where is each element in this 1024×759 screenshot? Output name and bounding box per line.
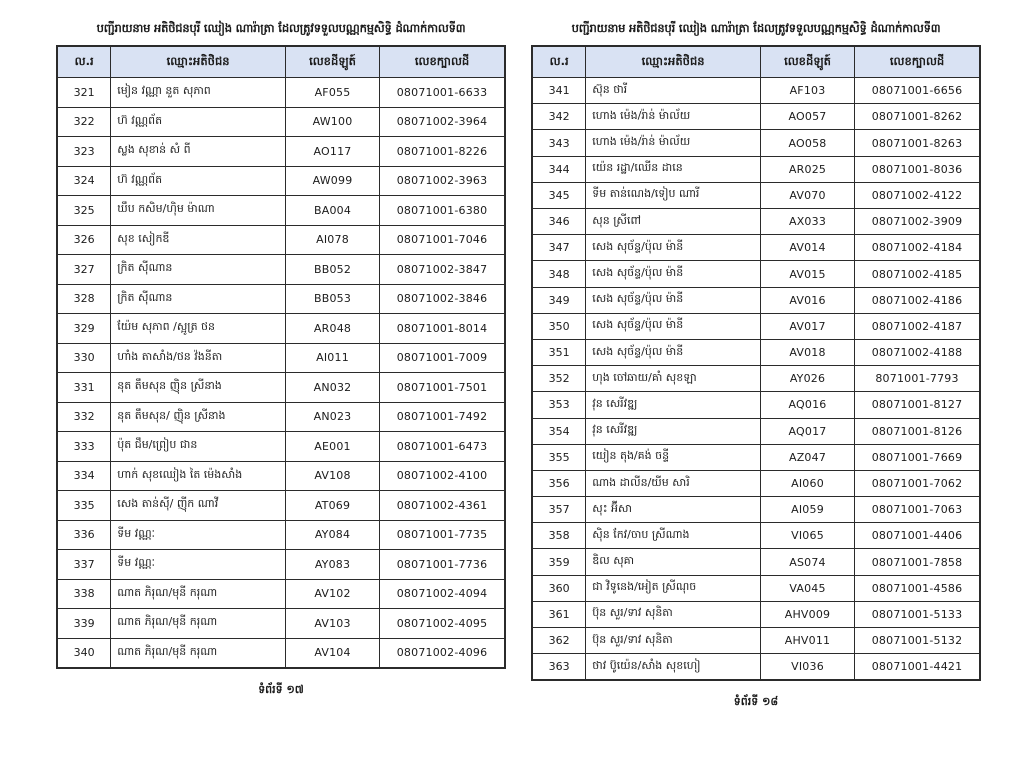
lot-number: AR025 (760, 156, 854, 182)
row-number: 358 (532, 523, 586, 549)
table-row (57, 196, 505, 226)
table-row (532, 130, 980, 156)
customer-name: សុខ សៀកឌី (111, 225, 286, 255)
column-header-lot-number: លេខដីឡូត៍ (285, 46, 379, 78)
land-title-number: 08071002-4187 (855, 313, 980, 339)
lot-number: AF103 (760, 78, 854, 104)
customer-name: ហុង ចៅឆាយ/គាំ សុខឡា (586, 366, 761, 392)
row-number: 347 (532, 235, 586, 261)
customer-name: ហ៊ វណ្ណព័ត (111, 166, 286, 196)
customer-name: វុន សេរីវឌ្ឍ (586, 392, 761, 418)
table-row (532, 78, 980, 104)
land-title-number: 08071001-8014 (380, 314, 505, 344)
land-title-number: 08071001-8262 (855, 104, 980, 130)
lot-number: AY084 (285, 520, 379, 550)
table-row (532, 313, 980, 339)
land-title-number: 08071002-4186 (855, 287, 980, 313)
land-title-number: 08071001-8263 (855, 130, 980, 156)
customer-name: យៀន តុង/គង់ ចន្ទី (586, 444, 761, 470)
row-number: 327 (57, 255, 111, 285)
customer-name: ក្រិត ស៊ីណាន (111, 255, 286, 285)
lot-number: AS074 (760, 549, 854, 575)
land-title-number: 08071001-6633 (380, 78, 505, 108)
row-number: 333 (57, 432, 111, 462)
lot-number: BA004 (285, 196, 379, 226)
land-title-number: 08071001-6656 (855, 78, 980, 104)
column-header-land-title-number: លេខក្បាលដី (855, 46, 980, 78)
lot-number: VI036 (760, 654, 854, 681)
land-title-number: 08071001-6380 (380, 196, 505, 226)
customer-name: ក្រិត ស៊ីណាន (111, 284, 286, 314)
customer-name: ទីម តាន់ណេង/ទៀប ណារី (586, 182, 761, 208)
table-header-row (57, 46, 505, 78)
land-title-number: 08071002-3909 (855, 209, 980, 235)
lot-number: AI059 (760, 497, 854, 523)
page-title: បញ្ជីរាយនាម អតិថិជនបុរី ឈៀង ណារ៉ាត្រា ដែលត្រូវទទួលបណ្ណកម្មសិទ្ធិ ដំណាក់កាលទី៣ (96, 21, 466, 35)
row-number: 334 (57, 461, 111, 491)
row-number: 331 (57, 373, 111, 403)
row-number: 345 (532, 182, 586, 208)
lot-number: AT069 (285, 491, 379, 521)
customer-name: ណាត ភិរុណ/មុនី ករុណា (111, 609, 286, 639)
table-row (57, 461, 505, 491)
table-header-row (532, 46, 980, 78)
customer-name: នុត តឹមសុន ញ៉ិន ស្រីនាង (111, 373, 286, 403)
customer-name: ប៊ុន សួរ/ទាវ សុនិតា (586, 601, 761, 627)
column-header-customer-name: ឈ្មោះអតិថិជន (586, 46, 761, 78)
table-row (57, 550, 505, 580)
land-title-number: 08071002-4096 (380, 638, 505, 668)
land-title-number: 08071001-6473 (380, 432, 505, 462)
land-title-number: 08071001-8226 (380, 137, 505, 167)
table-row (532, 470, 980, 496)
table-row (57, 579, 505, 609)
lot-number: AN023 (285, 402, 379, 432)
land-title-number: 08071001-8126 (855, 418, 980, 444)
row-number: 354 (532, 418, 586, 444)
table-row (57, 284, 505, 314)
land-title-number: 08071001-7063 (855, 497, 980, 523)
table-row (532, 523, 980, 549)
customer-name: ថាវ ប៊ូយ៉េន/សាំង សុខហៀ (586, 654, 761, 681)
customer-name: សេង សុច័ន្ទ/ប៉ុល ម៉ានី (586, 339, 761, 365)
land-title-number: 08071002-4094 (380, 579, 505, 609)
row-number: 356 (532, 470, 586, 496)
table-row (532, 156, 980, 182)
land-title-number: 08071001-4406 (855, 523, 980, 549)
row-number: 352 (532, 366, 586, 392)
land-title-number: 08071001-5133 (855, 601, 980, 627)
lot-number: AI060 (760, 470, 854, 496)
land-title-number: 08071002-4184 (855, 235, 980, 261)
column-header-customer-name: ឈ្មោះអតិថិជន (111, 46, 286, 78)
page-number: ទំព័រទី ១៧ (258, 683, 304, 697)
land-title-number: 08071002-3964 (380, 107, 505, 137)
table-row (532, 366, 980, 392)
row-number: 329 (57, 314, 111, 344)
land-title-number: 08071001-5132 (855, 628, 980, 654)
land-title-number: 08071001-7492 (380, 402, 505, 432)
customer-name: ប៉ុត ជឹម/ព្រៀប ជាន (111, 432, 286, 462)
customer-name: ណាង ដាលីន/យីម សារិ (586, 470, 761, 496)
lot-number: AV017 (760, 313, 854, 339)
row-number: 322 (57, 107, 111, 137)
customer-name: សេង សុច័ន្ទ/ប៉ុល ម៉ានី (586, 235, 761, 261)
lot-number: BB052 (285, 255, 379, 285)
row-number: 341 (532, 78, 586, 104)
row-number: 357 (532, 497, 586, 523)
land-title-number: 08071002-3847 (380, 255, 505, 285)
row-number: 325 (57, 196, 111, 226)
customer-name: ប៊ុន សួរ/ទាវ សុនិតា (586, 628, 761, 654)
customer-name: ហាក់ សុខឈៀង តៃ ម៉េងសាំង (111, 461, 286, 491)
lot-number: AQ017 (760, 418, 854, 444)
table-row (532, 418, 980, 444)
land-title-number: 08071001-8127 (855, 392, 980, 418)
land-title-number: 08071001-7062 (855, 470, 980, 496)
customer-name: នុត តឹមសុន/ ញ៉ិន ស្រីនាង (111, 402, 286, 432)
land-title-number: 08071002-4122 (855, 182, 980, 208)
lot-number: AI011 (285, 343, 379, 373)
page-title: បញ្ជីរាយនាម អតិថិជនបុរី ឈៀង ណារ៉ាត្រា ដែលត្រូវទទួលបណ្ណកម្មសិទ្ធិ ដំណាក់កាលទី៣ (571, 21, 941, 35)
row-number: 360 (532, 575, 586, 601)
column-header-lot-number: លេខដីឡូត៍ (760, 46, 854, 78)
lot-number: AF055 (285, 78, 379, 108)
row-number: 340 (57, 638, 111, 668)
lot-number: AV015 (760, 261, 854, 287)
land-title-number: 08071001-7046 (380, 225, 505, 255)
customer-name: សេង សុច័ន្ទ/ប៉ុល ម៉ានី (586, 313, 761, 339)
land-title-number: 08071001-4421 (855, 654, 980, 681)
lot-number: AW100 (285, 107, 379, 137)
customer-name: ឌិល សុគា (586, 549, 761, 575)
row-number: 338 (57, 579, 111, 609)
row-number: 346 (532, 209, 586, 235)
table-row (532, 575, 980, 601)
customer-name: ឃឹប កសិម/ហ៊ិម ម៉ាណា (111, 196, 286, 226)
customer-name: យ៉េន រដ្ឋា/ឈើន ដានេ (586, 156, 761, 182)
lot-number: AO057 (760, 104, 854, 130)
row-number: 348 (532, 261, 586, 287)
customer-name: វុន សេរីវឌ្ឍ (586, 418, 761, 444)
lot-number: AV102 (285, 579, 379, 609)
row-number: 351 (532, 339, 586, 365)
lot-number: AN032 (285, 373, 379, 403)
table-row (57, 314, 505, 344)
row-number: 337 (57, 550, 111, 580)
table-row (532, 392, 980, 418)
table-row (57, 520, 505, 550)
lot-number: AO058 (760, 130, 854, 156)
land-title-number: 08071002-4095 (380, 609, 505, 639)
table-row (57, 166, 505, 196)
lot-number: AV014 (760, 235, 854, 261)
customer-table (56, 45, 506, 669)
page-left (56, 20, 506, 699)
row-number: 350 (532, 313, 586, 339)
land-title-number: 08071001-7735 (380, 520, 505, 550)
row-number: 323 (57, 137, 111, 167)
page-right (531, 20, 981, 711)
row-number: 344 (532, 156, 586, 182)
lot-number: AW099 (285, 166, 379, 196)
customer-name: ទីម វណ្ណៈ (111, 520, 286, 550)
lot-number: VI065 (760, 523, 854, 549)
land-title-number: 08071001-4586 (855, 575, 980, 601)
lot-number: AR048 (285, 314, 379, 344)
customer-table (531, 45, 981, 681)
land-title-number: 08071002-4185 (855, 261, 980, 287)
table-row (532, 654, 980, 681)
customer-name: សេង តាន់ស៊ី/ ញ៉ីក ណាវី (111, 491, 286, 521)
table-row (57, 343, 505, 373)
customer-name: ហោង ម៉េង/រ៉ាន់ ម៉ាល័យ (586, 104, 761, 130)
lot-number: AHV011 (760, 628, 854, 654)
table-row (57, 225, 505, 255)
lot-number: AV070 (760, 182, 854, 208)
customer-name: ណាត ភិរុណ/មុនី ករុណា (111, 638, 286, 668)
land-title-number: 08071002-3963 (380, 166, 505, 196)
table-row (57, 638, 505, 668)
customer-name: ស៊ុន ថារី (586, 78, 761, 104)
land-title-number: 08071001-7669 (855, 444, 980, 470)
customer-name: ហ៊ វណ្ណព័ត (111, 107, 286, 137)
row-number: 362 (532, 628, 586, 654)
row-number: 328 (57, 284, 111, 314)
customer-name: ហាំង តាសាំង/ថន វ៉ងនីតា (111, 343, 286, 373)
table-row (532, 261, 980, 287)
row-number: 326 (57, 225, 111, 255)
customer-name: យ៉ែម សុភាព /ស្អូត្រ ថន (111, 314, 286, 344)
table-row (532, 601, 980, 627)
customer-name: ជា វិទូនេង/អៀត ស្រីណុច (586, 575, 761, 601)
table-row (57, 78, 505, 108)
customer-name: ណាត ភិរុណ/មុនី ករុណា (111, 579, 286, 609)
lot-number: AE001 (285, 432, 379, 462)
row-number: 324 (57, 166, 111, 196)
table-row (532, 444, 980, 470)
row-number: 321 (57, 78, 111, 108)
row-number: 353 (532, 392, 586, 418)
land-title-number: 08071002-4188 (855, 339, 980, 365)
table-row (57, 107, 505, 137)
row-number: 343 (532, 130, 586, 156)
lot-number: BB053 (285, 284, 379, 314)
table-row (532, 104, 980, 130)
row-number: 342 (532, 104, 586, 130)
customer-name: ស៊ិន កែវ/ចាប ស្រីណាង (586, 523, 761, 549)
customer-name: ហោង ម៉េង/រ៉ាន់ ម៉ាល័យ (586, 130, 761, 156)
lot-number: VA045 (760, 575, 854, 601)
table-row (532, 339, 980, 365)
lot-number: AV104 (285, 638, 379, 668)
table-row (532, 182, 980, 208)
customer-name: សេង សុច័ន្ទ/ប៉ុល ម៉ានី (586, 287, 761, 313)
land-title-number: 08071002-3846 (380, 284, 505, 314)
row-number: 363 (532, 654, 586, 681)
land-title-number: 08071002-4100 (380, 461, 505, 491)
table-row (57, 432, 505, 462)
table-row (57, 255, 505, 285)
table-row (532, 287, 980, 313)
land-title-number: 8071001-7793 (855, 366, 980, 392)
table-row (57, 373, 505, 403)
table-row (532, 497, 980, 523)
row-number: 332 (57, 402, 111, 432)
customer-name: សុន ស្រីពៅ (586, 209, 761, 235)
land-title-number: 08071001-8036 (855, 156, 980, 182)
customer-name: មៀន វណ្ណា នួត សុភាព (111, 78, 286, 108)
row-number: 359 (532, 549, 586, 575)
lot-number: AY083 (285, 550, 379, 580)
table-row (57, 609, 505, 639)
lot-number: AQ016 (760, 392, 854, 418)
table-row (57, 402, 505, 432)
row-number: 335 (57, 491, 111, 521)
customer-name: សុះ អ៊ីសា (586, 497, 761, 523)
land-title-number: 08071001-7009 (380, 343, 505, 373)
row-number: 361 (532, 601, 586, 627)
customer-name: សេង សុច័ន្ទ/ប៉ុល ម៉ានី (586, 261, 761, 287)
land-title-number: 08071001-7736 (380, 550, 505, 580)
land-title-number: 08071001-7501 (380, 373, 505, 403)
lot-number: AV016 (760, 287, 854, 313)
lot-number: AV108 (285, 461, 379, 491)
row-number: 339 (57, 609, 111, 639)
table-row (532, 235, 980, 261)
table-row (57, 491, 505, 521)
column-header-number: ល.រ (57, 46, 111, 78)
column-header-number: ល.រ (532, 46, 586, 78)
lot-number: AZ047 (760, 444, 854, 470)
lot-number: AV103 (285, 609, 379, 639)
lot-number: AV018 (760, 339, 854, 365)
customer-name: ស្លង សុខាន់ សំ ពី (111, 137, 286, 167)
column-header-land-title-number: លេខក្បាលដី (380, 46, 505, 78)
table-row (532, 209, 980, 235)
land-title-number: 08071002-4361 (380, 491, 505, 521)
row-number: 355 (532, 444, 586, 470)
table-row (532, 549, 980, 575)
customer-name: ទីម វណ្ណៈ (111, 550, 286, 580)
table-row (57, 137, 505, 167)
lot-number: AI078 (285, 225, 379, 255)
land-title-number: 08071001-7858 (855, 549, 980, 575)
row-number: 336 (57, 520, 111, 550)
lot-number: AO117 (285, 137, 379, 167)
page-number: ទំព័រទី ១៨ (733, 695, 779, 709)
table-row (532, 628, 980, 654)
row-number: 349 (532, 287, 586, 313)
lot-number: AHV009 (760, 601, 854, 627)
row-number: 330 (57, 343, 111, 373)
lot-number: AX033 (760, 209, 854, 235)
lot-number: AY026 (760, 366, 854, 392)
